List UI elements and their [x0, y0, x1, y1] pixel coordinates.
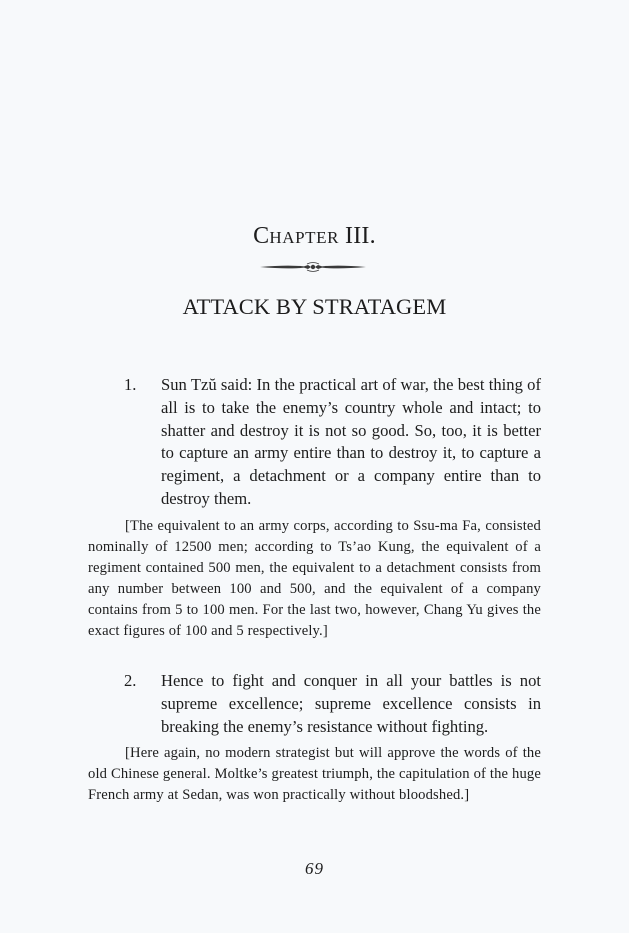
commentary-paragraph-2: [Here again, no modern strategist but will approve the words of the old Chinese general. Moltke’s greatest triumph, the capitulation of the huge French army at Sedan, was won practically without bloodshed.] — [88, 745, 541, 804]
chapter-number: III. — [345, 223, 376, 249]
paragraph-text: Sun Tzŭ said: In the practical art of war, the best thing of all is to take the enemy’s country whole and intact; to shatter and destroy it is not so good. So, too, it is better to capture an army entire than to destroy it, to capture a regiment, a detachment or a company entire than to destroy them. — [161, 375, 541, 508]
chapter-heading — [0, 222, 629, 252]
paragraph-number: 1. — [124, 375, 137, 394]
chapter-label-rest: HAPTER — [269, 228, 340, 247]
chapter-label-initial: C — [253, 223, 270, 249]
decorative-flourish-icon — [258, 261, 368, 273]
paragraph-text: Hence to fight and conquer in all your battles is not supreme excellence; supreme excellence consists in breaking the enemy’s resistance without fighting. — [161, 671, 541, 736]
chapter-title: ATTACK BY STRATAGEM — [182, 294, 447, 319]
paragraph-number: 2. — [124, 671, 137, 690]
page-number: 69 — [305, 859, 324, 878]
commentary-paragraph-1: [The equivalent to an army corps, according to Ssu-ma Fa, consisted nominally of 12500 men; according to Ts’ao Kung, the equivalent of a regiment contained 500 men, the equivalent to a detachment consists from any number between 100 and 500, and the equivalent of a company contains from 5 to 100 men. For the last two, however, Chang Yu gives the exact figures of 100 and 5 respectively.] — [88, 518, 541, 640]
